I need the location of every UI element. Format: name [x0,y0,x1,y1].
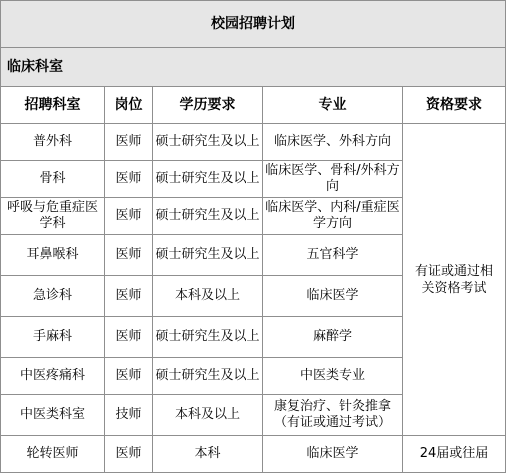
cell-qualification-merged: 有证或通过相关资格考试 [403,124,506,436]
cell-qualification: 24届或往届 [403,436,506,473]
table-row [1,436,506,473]
header-major: 专业 [263,87,403,124]
cell-major: 五官科学 [263,235,403,276]
cell-post: 医师 [105,436,153,473]
cell-dept: 轮转医师 [1,436,105,473]
table-row [1,124,506,161]
cell-post: 医师 [105,161,153,198]
section-row [1,48,506,87]
cell-post: 医师 [105,124,153,161]
cell-post: 医师 [105,358,153,395]
cell-major: 临床医学 [263,436,403,473]
cell-education: 硕士研究生及以上 [153,124,263,161]
cell-major: 康复治疗、针灸推拿（有证或通过考试） [263,395,403,436]
section-heading: 临床科室 [1,48,506,87]
header-qualification: 资格要求 [403,87,506,124]
cell-education: 本科及以上 [153,276,263,317]
cell-major: 中医类专业 [263,358,403,395]
cell-major: 麻醉学 [263,317,403,358]
cell-post: 医师 [105,276,153,317]
cell-education: 本科及以上 [153,395,263,436]
cell-dept: 耳鼻喉科 [1,235,105,276]
cell-dept: 呼吸与危重症医学科 [1,198,105,235]
cell-dept: 中医类科室 [1,395,105,436]
cell-post: 医师 [105,317,153,358]
table-title: 校园招聘计划 [1,1,506,48]
cell-education: 本科 [153,436,263,473]
cell-post: 医师 [105,235,153,276]
cell-major: 临床医学、外科方向 [263,124,403,161]
header-post: 岗位 [105,87,153,124]
cell-post: 医师 [105,198,153,235]
header-row [1,87,506,124]
cell-education: 硕士研究生及以上 [153,198,263,235]
cell-post: 技师 [105,395,153,436]
title-row [1,1,506,48]
cell-dept: 普外科 [1,124,105,161]
cell-education: 硕士研究生及以上 [153,235,263,276]
cell-major: 临床医学、骨科/外科方向 [263,161,403,198]
cell-education: 硕士研究生及以上 [153,317,263,358]
cell-major: 临床医学、内科/重症医学方向 [263,198,403,235]
cell-dept: 手麻科 [1,317,105,358]
cell-education: 硕士研究生及以上 [153,358,263,395]
header-dept: 招聘科室 [1,87,105,124]
cell-dept: 中医疼痛科 [1,358,105,395]
header-education: 学历要求 [153,87,263,124]
cell-major: 临床医学 [263,276,403,317]
cell-dept: 骨科 [1,161,105,198]
cell-education: 硕士研究生及以上 [153,161,263,198]
cell-dept: 急诊科 [1,276,105,317]
